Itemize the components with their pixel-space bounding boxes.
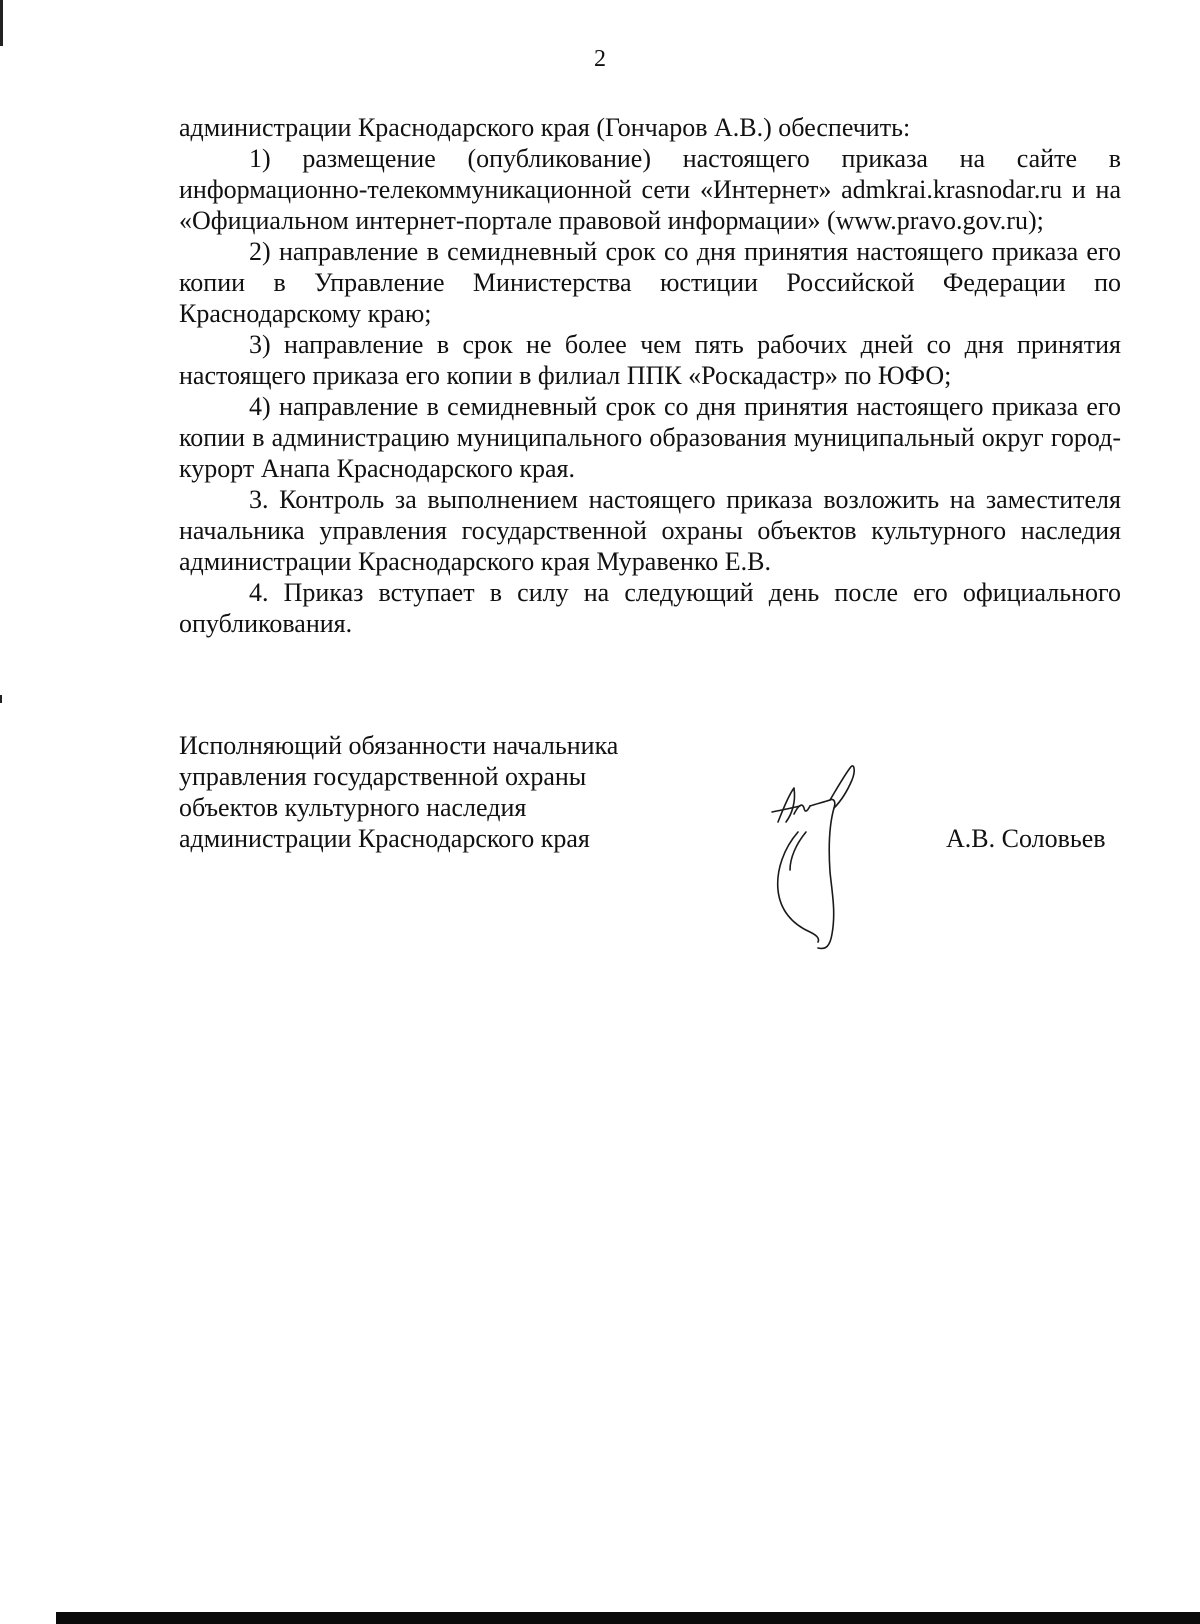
position-line: Исполняющий обязанности начальника bbox=[179, 731, 619, 760]
position-line: объектов культурного наследия bbox=[179, 793, 527, 822]
scan-edge-dot bbox=[0, 695, 2, 703]
handwritten-signature-icon bbox=[770, 762, 900, 952]
paragraph-clause-3: 3. Контроль за выполнением настоящего приказа возложить на заместителя начальника управления государственной охраны объектов культурного наследия администрации Краснодарского края Муравенко Е.В. bbox=[179, 485, 1121, 576]
document-body bbox=[179, 112, 1121, 639]
paragraph-item-1: 1) размещение (опубликование) настоящего приказа на сайте в информационно-телекоммуникационной сети «Интернет» admkrai.krasnodar.ru и на «Официальном интернет-портале правовой информации» (www.pravo.gov.ru); bbox=[179, 144, 1121, 235]
page-number: 2 bbox=[594, 46, 606, 72]
position-line: управления государственной охраны bbox=[179, 762, 587, 791]
paragraph-item-4: 4) направление в семидневный срок со дня принятия настоящего приказа его копии в администрацию муниципального образования муниципальный округ город-курорт Анапа Краснодарского края. bbox=[179, 392, 1121, 483]
position-line: администрации Краснодарского края bbox=[179, 824, 590, 853]
paragraph-item-2: 2) направление в семидневный срок со дня принятия настоящего приказа его копии в Управление Министерства юстиции Российской Федерации по Краснодарскому краю; bbox=[179, 237, 1121, 328]
scan-edge-mark bbox=[0, 0, 3, 46]
signatory-position bbox=[179, 730, 618, 854]
paragraph-clause-4: 4. Приказ вступает в силу на следующий день после его официального опубликования. bbox=[179, 578, 1121, 638]
signatory-name: А.В. Соловьев bbox=[946, 824, 1106, 853]
paragraph-continuation: администрации Краснодарского края (Гончаров А.В.) обеспечить: bbox=[179, 113, 911, 142]
scan-bottom-edge bbox=[56, 1612, 1200, 1624]
paragraph-item-3: 3) направление в срок не более чем пять рабочих дней со дня принятия настоящего приказа его копии в филиал ППК «Роскадастр» по ЮФО; bbox=[179, 330, 1121, 390]
